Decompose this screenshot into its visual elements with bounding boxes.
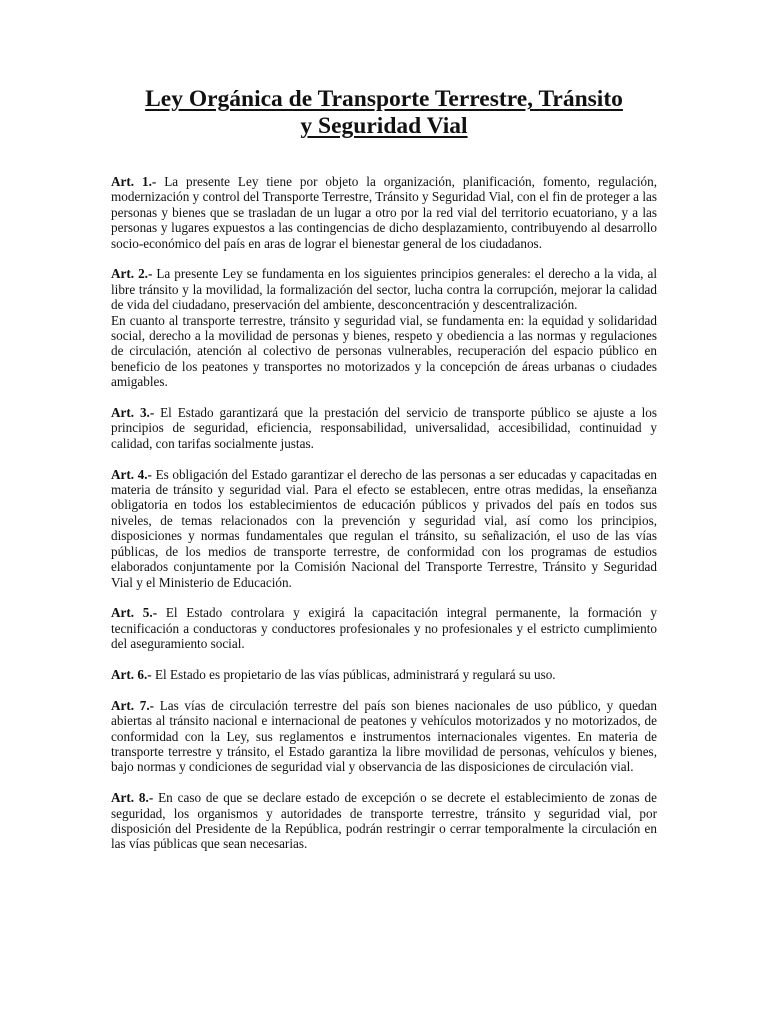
article-6 [111,667,657,682]
article-text: En caso de que se declare estado de excepción o se decrete el establecimiento de zonas de seguridad, los organismos y autoridades de transporte terrestre, tránsito y seguridad vial, por disposición del Presidente de la República, podrán restringir o cerrar temporalmente la circulación en las vías públicas que sean necesarias. [111,790,657,852]
document-title [100,86,668,140]
article-text: El Estado es propietario de las vías públicas, administrará y regulará su uso. [154,666,556,682]
article-text: El Estado controlara y exigirá la capacitación integral permanente, la formación y tecnificación a conductoras y conductores profesionales y no profesionales y el estricto cumplimiento del aseguramiento social. [111,605,657,652]
document-body [111,174,657,867]
article-8 [111,790,657,852]
article-text: Es obligación del Estado garantizar el derecho de las personas a ser educadas y capacitadas en materia de tránsito y seguridad vial. Para el efecto se establecen, entre otras medidas, la enseñanza obligatoria en todos los establecimientos de educación públicos y privados del país en todos sus niveles, de temas relacionados con la prevención y seguridad vial, así como los principios, disposiciones y normas fundamentales que regulan el tránsito, su señalización, el uso de las vías públicas, de los medios de transporte terrestre, de conformidad con los programas de estudios elaborados conjuntamente por la Comisión Nacional del Transporte Terrestre, Tránsito y Seguridad Vial y el Ministerio de Educación. [111,466,657,590]
article-label: Art. 4.- [111,466,152,482]
article-2-continuation: En cuanto al transporte terrestre, tránsito y seguridad vial, se fundamenta en: la equidad y solidaridad social, derecho a la movilidad de personas y bienes, respeto y obediencia a las normas y regulaciones de circulación, atención al colectivo de personas vulnerables, recuperación del espacio público en beneficio de los peatones y transportes no motorizados y la concepción de áreas urbanas o ciudades amigables. [111,312,657,390]
article-3 [111,405,657,451]
article-text: La presente Ley tiene por objeto la organización, planificación, fomento, regulación, modernización y control del Transporte Terrestre, Tránsito y Seguridad Vial, con el fin de proteger a las personas y bienes que se trasladan de un lugar a otro por la red vial del territorio ecuatoriano, y a las personas y lugares expuestos a las contingencias de dicho desplazamiento, contribuyendo al desarrollo socio-económico del país en aras de lograr el bienestar general de los ciudadanos. [111,174,657,251]
article-text: El Estado garantizará que la prestación del servicio de transporte público se ajuste a los principios de seguridad, eficiencia, responsabilidad, universalidad, accesibilidad, continuidad y calidad, con tarifas socialmente justas. [111,405,657,451]
article-7 [111,698,657,775]
article-label: Art. 7.- [111,697,155,713]
article-text: Las vías de circulación terrestre del país son bienes nacionales de uso público, y quedan abiertas al tránsito nacional e internacional de peatones y vehículos motorizados y no motorizados, de conformidad con la Ley, sus reglamentos e instrumentos internacionales vigentes. En materia de transporte terrestre y tránsito, el Estado garantiza la libre movilidad de personas, vehículos y bienes, bajo normas y condiciones de seguridad vial y observancia de las disposiciones de circulación vial. [111,697,657,775]
article-text: La presente Ley se fundamenta en los siguientes principios generales: el derecho a la vida, al libre tránsito y la movilidad, la formalización del sector, lucha contra la corrupción, mejorar la calidad de vida del ciudadano, preservación del ambiente, desconcentración y descentralización. [111,266,657,313]
article-2 [111,266,657,312]
article-label: Art. 3.- [111,405,155,421]
title-line-2: y Seguridad Vial [300,113,468,139]
article-5 [111,605,657,651]
article-label: Art. 8.- [111,790,154,806]
article-4 [111,467,657,590]
article-1 [111,174,657,251]
article-label: Art. 6.- [111,666,152,682]
article-label: Art. 2.- [111,266,153,282]
article-label: Art. 1.- [111,174,157,189]
title-line-1: Ley Orgánica de Transporte Terrestre, Tránsito [145,86,623,112]
article-label: Art. 5.- [111,605,158,621]
